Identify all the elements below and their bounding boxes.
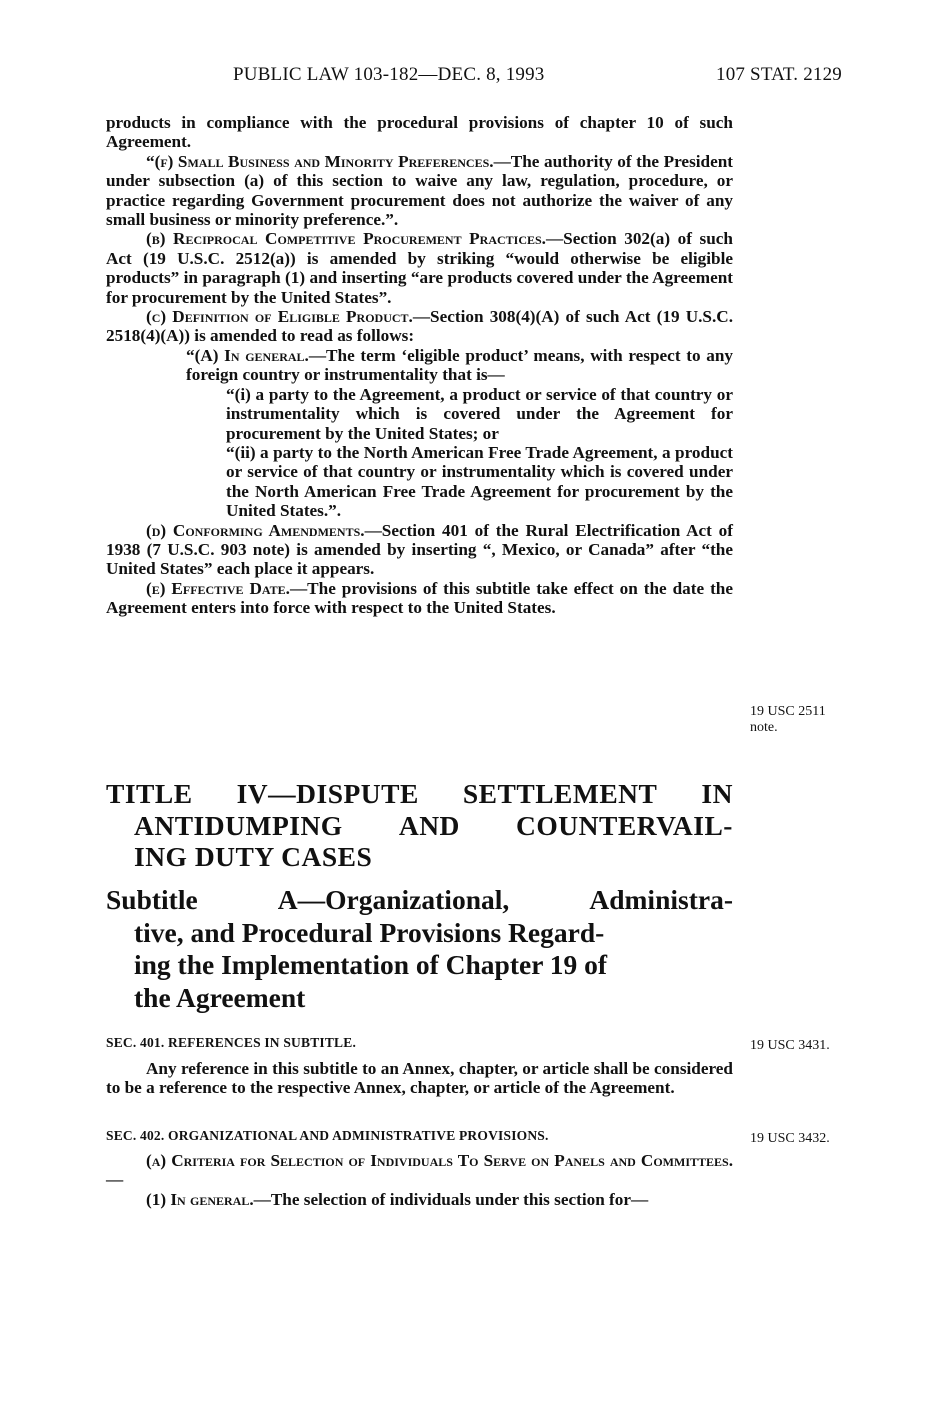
paragraph-heading: (d) Conforming Amendments. (146, 520, 365, 540)
paragraph-a (106, 1151, 733, 1190)
title-heading (106, 778, 733, 873)
subtitle-word: Administra- (589, 884, 733, 915)
title-word: AND (398, 809, 460, 841)
margin-note-2511 (750, 704, 826, 736)
paragraph-heading: (1) In general. (146, 1189, 254, 1209)
paragraph-text: —Section 302(a) of such Act (19 U.S.C. 2512(a)) is amended by striking “would otherwise be eligible products” in paragraph (1) and inserting “are products covered under the Agreement for procurement by the United States”. (106, 229, 733, 307)
section-401-heading: SEC. 401. REFERENCES IN SUBTITLE. (106, 1035, 357, 1050)
paragraph-heading: “(A) In general. (186, 345, 309, 365)
paragraph-text: —Section 308(4)(A) of such Act (19 U.S.C. 2518(4)(A)) is amended to read as follows: (106, 307, 733, 346)
paragraph-text: —Section 401 of the Rural Electrification Act of 1938 (7 U.S.C. 903 note) is amended by inserting “, Mexico, or Canada” after “the United States” each place it appears. (106, 520, 734, 579)
title-line: ING DUTY CASES (134, 841, 373, 872)
paragraph-A (106, 346, 733, 385)
subtitle-word: Subtitle (106, 884, 198, 915)
paragraph-1 (106, 1190, 733, 1209)
paragraph-text: products in compliance with the procedural provisions of chapter 10 of such Agreement. (106, 113, 733, 152)
title-word: IV—DISPUTE (236, 778, 419, 809)
paragraph-text: — (106, 1170, 124, 1190)
paragraph-c (106, 307, 733, 346)
section-401-body (106, 1059, 733, 1098)
paragraph-heading: (b) Reciprocal Competitive Procurement Practices. (146, 229, 546, 249)
paragraph-heading: (c) Definition of Eligible Product. (146, 307, 413, 327)
subtitle-word: A—Organizational, (277, 884, 510, 915)
paragraph-text: “(i) a party to the Agreement, a product or service of that country or instrumentality which is covered under the Agreement for procurement by the United States; or (226, 384, 733, 443)
title-word: ANTIDUMPING (134, 809, 343, 841)
subtitle-line: the Agreement (134, 981, 306, 1013)
title-word: TITLE (106, 778, 193, 809)
paragraph-text: “(ii) a party to the North American Free Trade Agreement, a product or service of that country or instrumentality which is covered under the North American Free Trade Agreement for procurement by the United States.”. (226, 442, 733, 521)
title-line (106, 778, 733, 810)
section-402-heading: SEC. 402. ORGANIZATIONAL AND ADMINISTRATIVE PROVISIONS. (106, 1128, 549, 1143)
body-text (106, 113, 733, 618)
paragraph-d (106, 521, 733, 579)
running-header-page: 107 STAT. 2129 (716, 64, 843, 85)
paragraph (106, 113, 733, 152)
margin-note-3431: 19 USC 3431. (750, 1038, 830, 1053)
paragraph-text: —The selection of individuals under this section for— (253, 1189, 649, 1209)
section-402-body (106, 1151, 733, 1209)
paragraph-f (106, 152, 733, 230)
title-word: SETTLEMENT (462, 778, 658, 809)
running-header-title: PUBLIC LAW 103-182—DEC. 8, 1993 (233, 64, 545, 85)
paragraph-text: —The term ‘eligible product’ means, with respect to any foreign country or instrumentality that is— (186, 345, 733, 385)
subtitle-line: ing the Implementation of Chapter 19 of (134, 949, 608, 980)
subtitle-heading (106, 884, 733, 1014)
paragraph-b (106, 229, 733, 307)
paragraph-i (106, 385, 733, 443)
title-word: IN (701, 778, 733, 809)
title-word: COUNTERVAIL- (516, 809, 733, 841)
margin-note-3432: 19 USC 3432. (750, 1131, 830, 1146)
paragraph-heading: (a) Criteria for Selection of Individuals To Serve on Panels and Committees. (146, 1151, 733, 1170)
paragraph-ii (106, 443, 733, 521)
paragraph-heading: “(f) Small Business and Minority Preferences. (146, 151, 494, 171)
margin-note-line: note. (750, 720, 778, 735)
paragraph-text: Any reference in this subtitle to an Annex, chapter, or article shall be considered to be a reference to the respective Annex, chapter, or article of the Agreement. (106, 1059, 733, 1098)
paragraph-text: —The authority of the President under subsection (a) of this section to waive any law, regulation, procedure, or practice regarding Government procurement does not authorize the waiver of any small business or minority preference.”. (106, 151, 733, 230)
title-line (106, 810, 733, 842)
paragraph-heading: (e) Effective Date. (146, 578, 290, 598)
paragraph-e (106, 579, 733, 618)
margin-note-line: 19 USC 2511 (750, 704, 826, 719)
paragraph-text: —The provisions of this subtitle take effect on the date the Agreement enters into force with respect to the United States. (106, 578, 733, 618)
subtitle-line (106, 884, 733, 917)
subtitle-line: tive, and Procedural Provisions Regard- (134, 916, 605, 948)
